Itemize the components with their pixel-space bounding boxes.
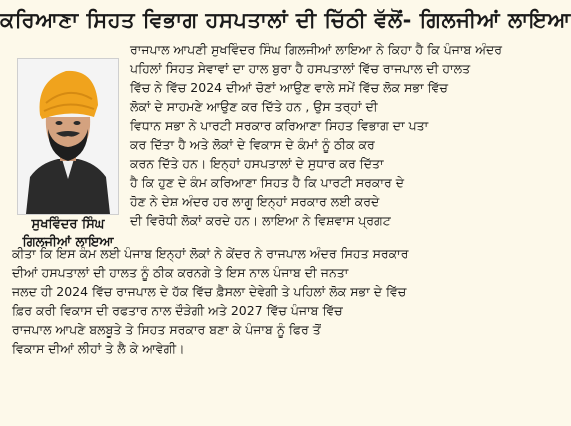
body-line: ਲੋਕਾਂ ਦੇ ਸਾਹਮਣੇ ਆਉਣ ਕਰ ਦਿੱਤੇ ਹਨ , ਉਸ ਤਰ੍ਹਾਂ ਦੀ — [130, 99, 378, 114]
body-line: ਦੀ ਵਿਰੋਧੀ ਲੋਕਾਂ ਕਰਦੇ ਹਨ। ਲਾਇਆ ਨੇ ਵਿਸ਼ਵਾਸ ਪ੍ਰਗਟ — [130, 213, 391, 228]
body-line: ਹੈ ਕਿ ਹੁਣ ਦੇ ਕੰਮ ਕਰਿਆਣਾ ਸਿਹਤ ਹੈ ਕਿ ਪਾਰਟੀ ਸਰਕਾਰ ਦੇ — [130, 175, 404, 190]
body-line: ਜਲਦ ਹੀ 2024 ਵਿੱਚ ਰਾਜਪਾਲ ਦੇ ਹੱਕ ਵਿੱਚ ਫ਼ੈਸਲਾ ਦੇਵੇਗੀ ਤੇ ਪਹਿਲਾਂ ਲੋਕ ਸਭਾ ਦੇ ਵਿੱਚ — [12, 284, 407, 299]
body-line: ਰਾਜਪਾਲ ਆਪਣੀ ਸੁਖਵਿੰਦਰ ਸਿੰਘ ਗਿਲਜੀਆਂ ਲਾਇਆ ਨੇ ਕਿਹਾ ਹੈ ਕਿ ਪੰਜਾਬ ਅੰਦਰ — [130, 42, 503, 57]
portrait-photo — [17, 58, 119, 215]
body-line: ਕੀਤਾ ਕਿ ਇਸ ਕੰਮ ਲਈ ਪੰਜਾਬ ਇਨ੍ਹਾਂ ਲੋਕਾਂ ਨੇ ਕੇਂਦਰ ਨੇ ਰਾਜਪਾਲ ਅੰਦਰ ਸਿਹਤ ਸਰਕਾਰ — [12, 246, 409, 261]
body-line: ਦੀਆਂ ਹਸਪਤਾਲਾਂ ਦੀ ਹਾਲਤ ਨੂੰ ਠੀਕ ਕਰਨਗੇ ਤੇ ਇਸ ਨਾਲ ਪੰਜਾਬ ਦੀ ਜਨਤਾ — [12, 265, 349, 280]
body-line: ਵਿੱਚ ਨੇ ਵਿੱਚ 2024 ਦੀਆਂ ਚੋਣਾਂ ਆਉਣ ਵਾਲੇ ਸਮੇਂ ਵਿੱਚ ਲੋਕ ਸਭਾ ਵਿੱਚ — [130, 80, 448, 95]
body-line: ਪਹਿਲਾਂ ਸਿਹਤ ਸੇਵਾਵਾਂ ਦਾ ਹਾਲ ਬੁਰਾ ਹੈ ਹਸਪਤਾਲਾਂ ਵਿੱਚ ਰਾਜਪਾਲ ਦੀ ਹਾਲਤ — [130, 61, 471, 76]
caption-name: ਸੁਖਵਿੰਦਰ ਸਿੰਘ — [31, 217, 105, 232]
body-line: ਰਾਜਪਾਲ ਆਪਣੇ ਬਲਬੂਤੇ ਤੇ ਸਿਹਤ ਸਰਕਾਰ ਬਣਾ ਕੇ ਪੰਜਾਬ ਨੂੰ ਫਿਰ ਤੋਂ — [12, 322, 321, 337]
body-line: ਵਿਕਾਸ ਦੀਆਂ ਲੀਹਾਂ ਤੇ ਲੈ ਕੇ ਆਵੇਗੀ। — [12, 341, 185, 356]
body-line: ਕਰਨ ਦਿੱਤੇ ਹਨ। ਇਨ੍ਹਾਂ ਹਸਪਤਾਲਾਂ ਦੇ ਸੁਧਾਰ ਕਰ ਦਿੱਤਾ — [130, 156, 384, 171]
body-line: ਹੋਣ ਨੇ ਦੇਸ਼ ਅੰਦਰ ਹਰ ਲਾਗੂ ਇਨ੍ਹਾਂ ਸਰਕਾਰ ਲਈ ਕਰਦੇ — [130, 194, 380, 209]
body-line: ਵਿਧਾਨ ਸਭਾ ਨੇ ਪਾਰਟੀ ਸਰਕਾਰ ਕਰਿਆਣਾ ਸਿਹਤ ਵਿਭਾਗ ਦਾ ਪਤਾ — [130, 118, 429, 133]
body-line: ਕਰ ਦਿੱਤਾ ਹੈ ਅਤੇ ਲੋਕਾਂ ਦੇ ਵਿਕਾਸ ਦੇ ਕੰਮਾਂ ਨੂੰ ਠੀਕ ਕਰ — [130, 137, 375, 152]
article-headline: ਕਰਿਆਣਾ ਸਿਹਤ ਵਿਭਾਗ ਹਸਪਤਾਲਾਂ ਦੀ ਚਿੱਠੀ ਵੱਲੋਂ- ਗਿਲਜੀਆਂ ਲਾਇਆ — [0, 8, 571, 32]
body-line: ਫ਼ਿਰ ਕਰੀ ਵਿਕਾਸ ਦੀ ਰਫਤਾਰ ਨਾਲ ਦੌੜੇਗੀ ਅਤੇ 2027 ਵਿੱਚ ਪੰਜਾਬ ਵਿੱਚ — [12, 303, 343, 318]
caption-surname: ਗਿਲਜੀਆਂ ਲਾਇਆ — [22, 235, 114, 250]
